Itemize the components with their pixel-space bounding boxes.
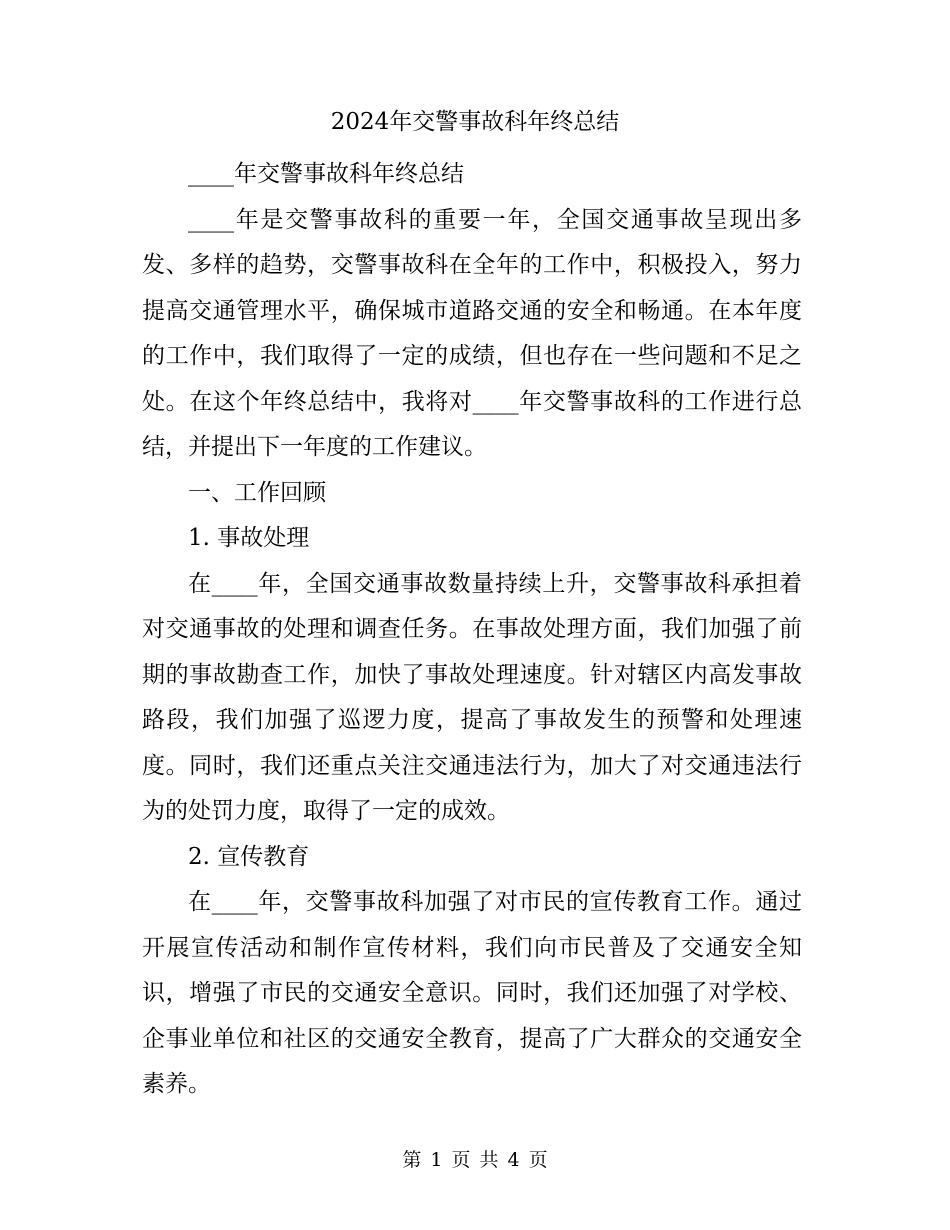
section-heading: 一、工作回顾 [188,479,326,506]
subsection-heading: 2. 宣传教育 [188,843,310,870]
document-title: 2024年交警事故科年终总结 [330,109,620,135]
body-paragraph: 在____年，交警事故科加强了对市民的宣传教育工作。通过开展宣传活动和制作宣传材料，我们向市民普及了交通安全知识，增强了市民的交通安全意识。同时，我们还加强了对学校、企事业单位和社区的交通安全教育，提高了广大群众的交通安全素养。 [142,889,802,1097]
subsection-heading: 1. 事故处理 [188,525,310,551]
subtitle-paragraph: ____年交警事故科年终总结 [188,161,464,187]
document-body [142,152,802,1108]
intro-paragraph: ____年是交警事故科的重要一年，全国交通事故呈现出多发、多样的趋势，交警事故科在全年的工作中，积极投入，努力提高交通管理水平，确保城市道路交通的安全和畅通。在本年度的工作中，我们取得了一定的成绩，但也存在一些问题和不足之处。在这个年终总结中，我将对____年交警事故科的工作进行总结，并提出下一年度的工作建议。 [142,206,802,460]
page-footer: 第 1 页 共 4 页 [402,1149,548,1171]
body-paragraph: 在____年，全国交通事故数量持续上升，交警事故科承担着对交通事故的处理和调查任务。在事故处理方面，我们加强了前期的事故勘查工作，加快了事故处理速度。针对辖区内高发事故路段，我们加强了巡逻力度，提高了事故发生的预警和处理速度。同时，我们还重点关注交通违法行为，加大了对交通违法行为的处罚力度，取得了一定的成效。 [142,570,802,824]
